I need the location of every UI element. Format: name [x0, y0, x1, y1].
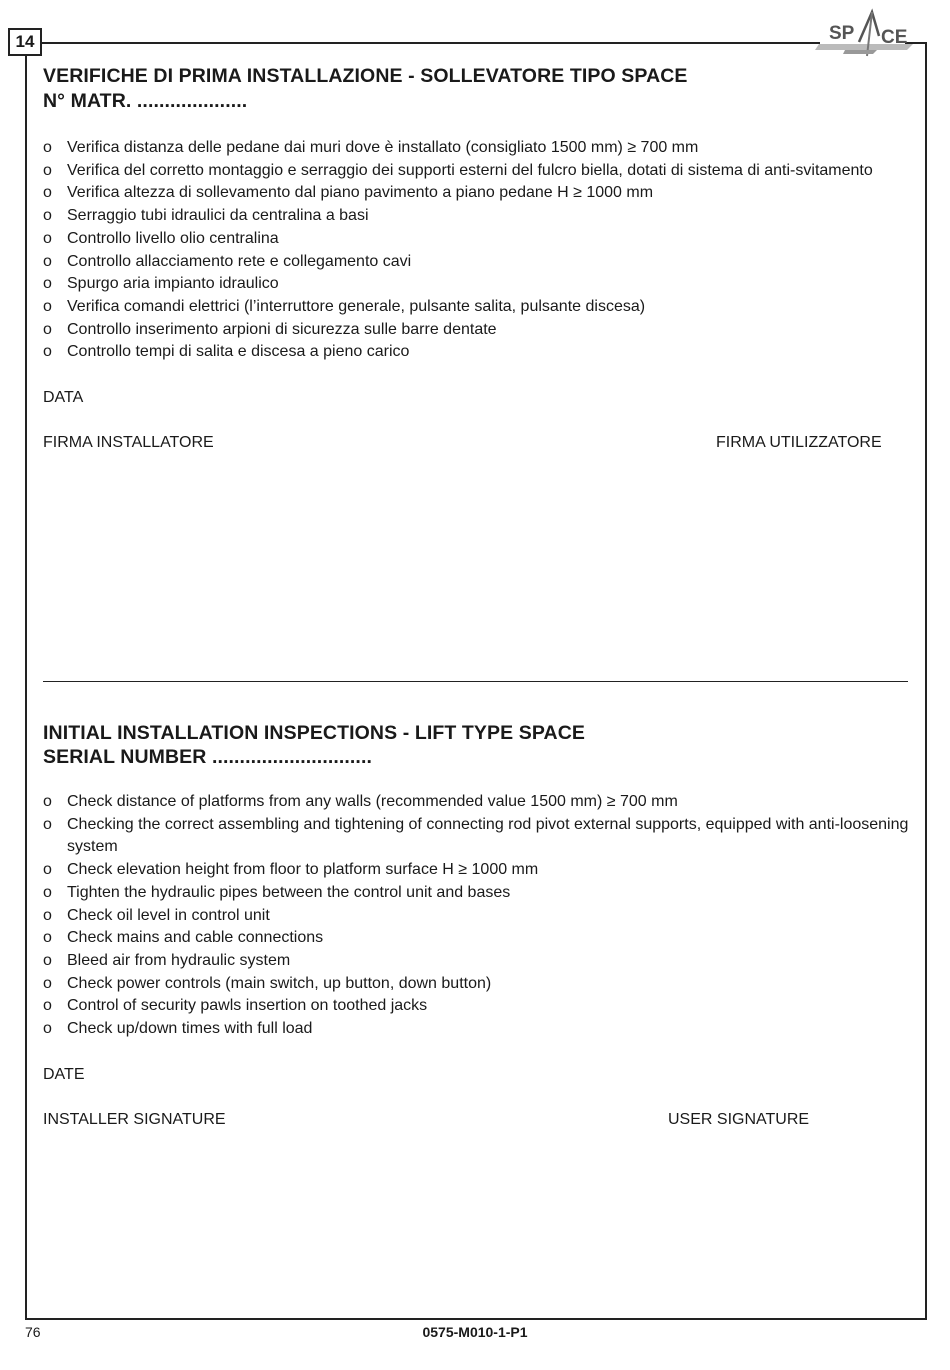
italian-checklist-item [43, 273, 913, 296]
bullet-marker: o [43, 297, 52, 315]
italian-checklist-item-text: Verifica distanza delle pedane dai muri dove è installato (consigliato 1500 mm) ≥ 700 mm [67, 139, 699, 156]
italian-title: VERIFICHE DI PRIMA INSTALLAZIONE - SOLLEVATORE TIPO SPACE [43, 65, 688, 87]
italian-checklist-item [43, 228, 913, 251]
english-date-label: DATE [43, 1066, 85, 1083]
italian-checklist-item [43, 160, 913, 183]
space-logo-icon [815, 6, 915, 60]
italian-checklist-item-text: Serraggio tubi idraulici da centralina a basi [67, 207, 369, 225]
italian-checklist-item-text: Controllo livello olio centralina [67, 229, 279, 247]
english-checklist-item-text: Check mains and cable connections [67, 929, 324, 947]
english-checklist-item-text: Check oil level in control unit [67, 906, 270, 924]
italian-user-signature-label: FIRMA UTILIZZATORE [716, 434, 882, 451]
italian-checklist-item-text: Spurgo aria impianto idraulico [67, 275, 279, 293]
italian-checklist-item-text: Verifica del corretto montaggio e serraggio dei supporti esterni del fulcro biella, dotati di sistema di anti-svitamento [67, 161, 873, 179]
bullet-marker: o [43, 275, 52, 293]
bullet-marker: o [43, 929, 52, 947]
bullet-marker: o [43, 139, 52, 156]
english-checklist-item [43, 995, 913, 1018]
italian-checklist-item [43, 182, 913, 205]
bullet-marker: o [43, 207, 52, 225]
english-checklist-item [43, 1018, 913, 1041]
english-checklist-item-text: Check up/down times with full load [67, 1020, 313, 1038]
svg-text:SP: SP [829, 23, 855, 44]
english-checklist-item [43, 814, 913, 859]
english-checklist-item-text: Check elevation height from floor to platform surface H ≥ 1000 mm [67, 861, 539, 879]
english-checklist-item [43, 905, 913, 928]
bullet-marker: o [43, 252, 52, 270]
footer-page-number: 76 [25, 1324, 41, 1340]
bullet-marker: o [43, 343, 52, 361]
section-divider [43, 681, 908, 682]
english-checklist [43, 791, 913, 1041]
italian-checklist-item-text: Verifica comandi elettrici (l’interruttore generale, pulsante salita, pulsante discesa) [67, 297, 646, 315]
bullet-marker: o [43, 997, 52, 1015]
english-checklist-item [43, 950, 913, 973]
english-checklist-item [43, 791, 913, 814]
italian-checklist-item [43, 319, 913, 342]
bullet-marker: o [43, 951, 52, 969]
english-checklist-item-text: Bleed air from hydraulic system [67, 951, 291, 969]
italian-checklist-item-text: Controllo inserimento arpioni di sicurezza sulle barre dentate [67, 320, 497, 338]
bullet-marker: o [43, 883, 52, 901]
italian-checklist-item [43, 341, 913, 364]
bullet-marker: o [43, 815, 52, 833]
english-installer-signature-label: INSTALLER SIGNATURE [43, 1111, 226, 1128]
bullet-marker: o [43, 906, 52, 924]
bullet-marker: o [43, 320, 52, 338]
bullet-marker: o [43, 974, 52, 992]
bullet-marker: o [43, 161, 52, 179]
bullet-marker: o [43, 1020, 52, 1038]
english-checklist-item-text: Check power controls (main switch, up button, down button) [67, 974, 492, 992]
bullet-marker: o [43, 861, 52, 879]
english-checklist-item-text: Checking the correct assembling and tightening of connecting rod pivot external supports, equipped with anti-loosening system [67, 815, 909, 856]
page-number-box: 14 [8, 28, 42, 56]
italian-serial-label: N° MATR. .................... [43, 90, 248, 112]
english-checklist-item-text: Tighten the hydraulic pipes between the control unit and bases [67, 883, 511, 901]
italian-checklist-item-text: Verifica altezza di sollevamento dal piano pavimento a piano pedane H ≥ 1000 mm [67, 184, 654, 202]
bullet-marker: o [43, 793, 52, 810]
english-checklist-item-text: Control of security pawls insertion on toothed jacks [67, 997, 428, 1015]
english-checklist-item [43, 882, 913, 905]
bullet-marker: o [43, 229, 52, 247]
english-checklist-item [43, 973, 913, 996]
english-checklist-item [43, 859, 913, 882]
english-title: INITIAL INSTALLATION INSPECTIONS - LIFT TYPE SPACE [43, 722, 585, 744]
italian-checklist-item-text: Controllo allacciamento rete e collegamento cavi [67, 252, 412, 270]
italian-installer-signature-label: FIRMA INSTALLATORE [43, 434, 214, 451]
footer-document-code: 0575-M010-1-P1 [422, 1324, 528, 1340]
italian-checklist-item [43, 137, 913, 160]
english-checklist-item-text: Check distance of platforms from any walls (recommended value 1500 mm) ≥ 700 mm [67, 793, 678, 810]
bullet-marker: o [43, 184, 52, 202]
italian-checklist-item [43, 296, 913, 319]
italian-checklist-item [43, 205, 913, 228]
italian-checklist [43, 137, 913, 364]
italian-date-label: DATA [43, 389, 84, 406]
italian-checklist-item [43, 251, 913, 274]
english-serial-label: SERIAL NUMBER ............................. [43, 746, 372, 768]
italian-checklist-item-text: Controllo tempi di salita e discesa a pieno carico [67, 343, 410, 361]
english-checklist-item [43, 927, 913, 950]
english-user-signature-label: USER SIGNATURE [668, 1111, 810, 1128]
svg-text:CE: CE [881, 27, 908, 48]
frame-top-border [25, 42, 820, 44]
